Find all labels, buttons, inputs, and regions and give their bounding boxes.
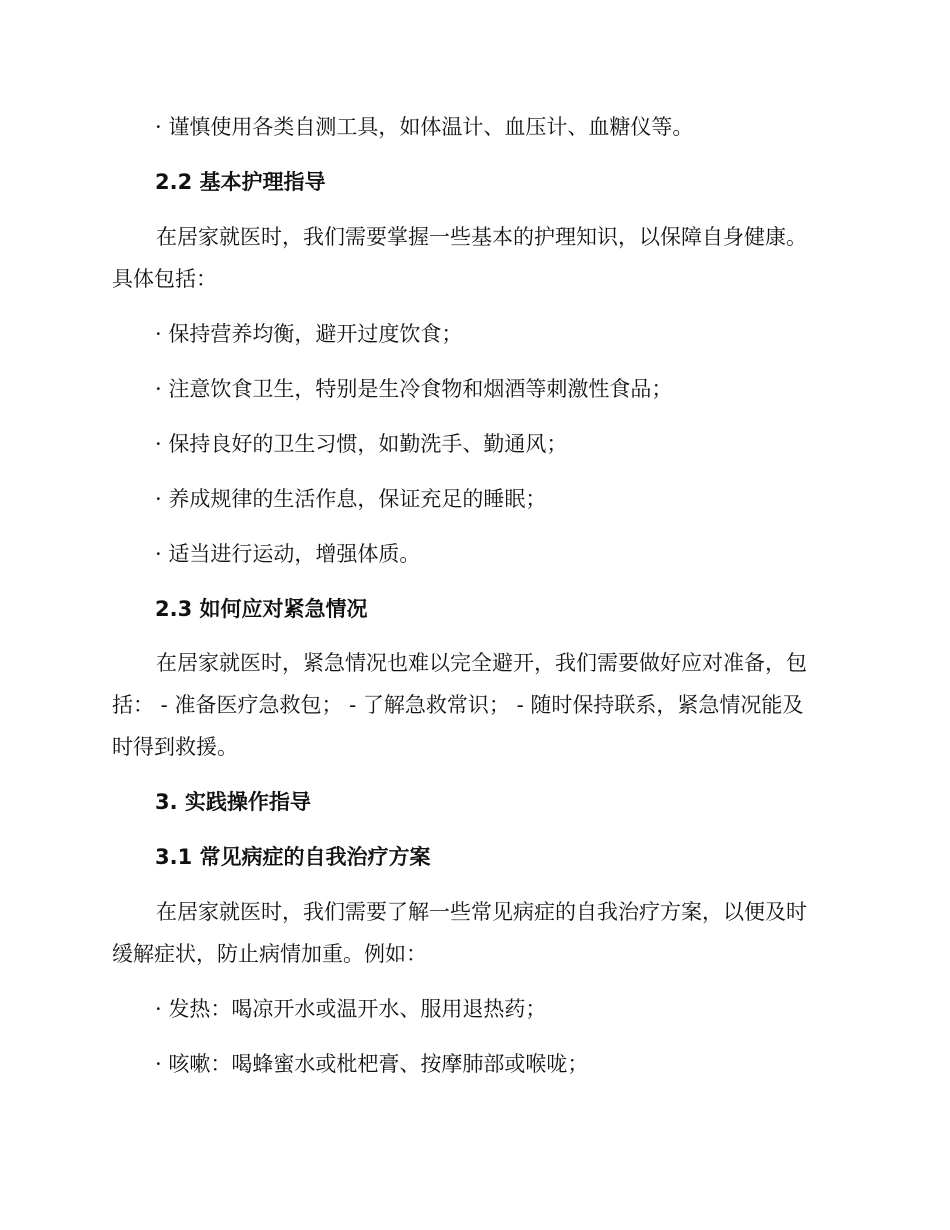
bullet-item: · 谨慎使用各类自测工具，如体温计、血压计、血糖仪等。 [155,115,694,139]
bullet-item: · 适当进行运动，增强体质。 [155,542,421,566]
paragraph [112,642,832,768]
section-heading: 2.3 如何应对紧急情况 [155,597,368,621]
bullet-item: · 保持良好的卫生习惯，如勤洗手、勤通风； [155,432,568,456]
bullet-item: · 咳嗽：喝蜂蜜水或枇杷膏、按摩肺部或喉咙； [155,1052,589,1076]
bullet-item: · 发热：喝凉开水或温开水、服用退热药； [155,997,547,1021]
paragraph [112,891,832,975]
bullet-item: · 注意饮食卫生，特别是生冷食物和烟酒等刺激性食品； [155,377,673,401]
section-heading: 3. 实践操作指导 [155,790,311,814]
paragraph-line: 缓解症状，防止病情加重。例如： [112,942,427,966]
bullet-item: · 保持营养均衡，避开过度饮食； [155,322,463,346]
section-heading: 3.1 常见病症的自我治疗方案 [155,845,431,869]
paragraph [112,216,832,300]
paragraph-line: 在居家就医时，我们需要了解一些常见病症的自我治疗方案，以便及时 [156,900,807,924]
paragraph-line: 时得到救援。 [112,735,238,759]
paragraph-line: 在居家就医时，我们需要掌握一些基本的护理知识，以保障自身健康。 [156,225,807,249]
paragraph-line: 在居家就医时，紧急情况也难以完全避开，我们需要做好应对准备，包 [156,651,807,675]
paragraph-line: 具体包括： [112,267,217,291]
paragraph-line: 括： - 准备医疗急救包； - 了解急救常识； - 随时保持联系，紧急情况能及 [112,693,804,717]
section-heading: 2.2 基本护理指导 [155,170,326,194]
bullet-item: · 养成规律的生活作息，保证充足的睡眠； [155,487,547,511]
